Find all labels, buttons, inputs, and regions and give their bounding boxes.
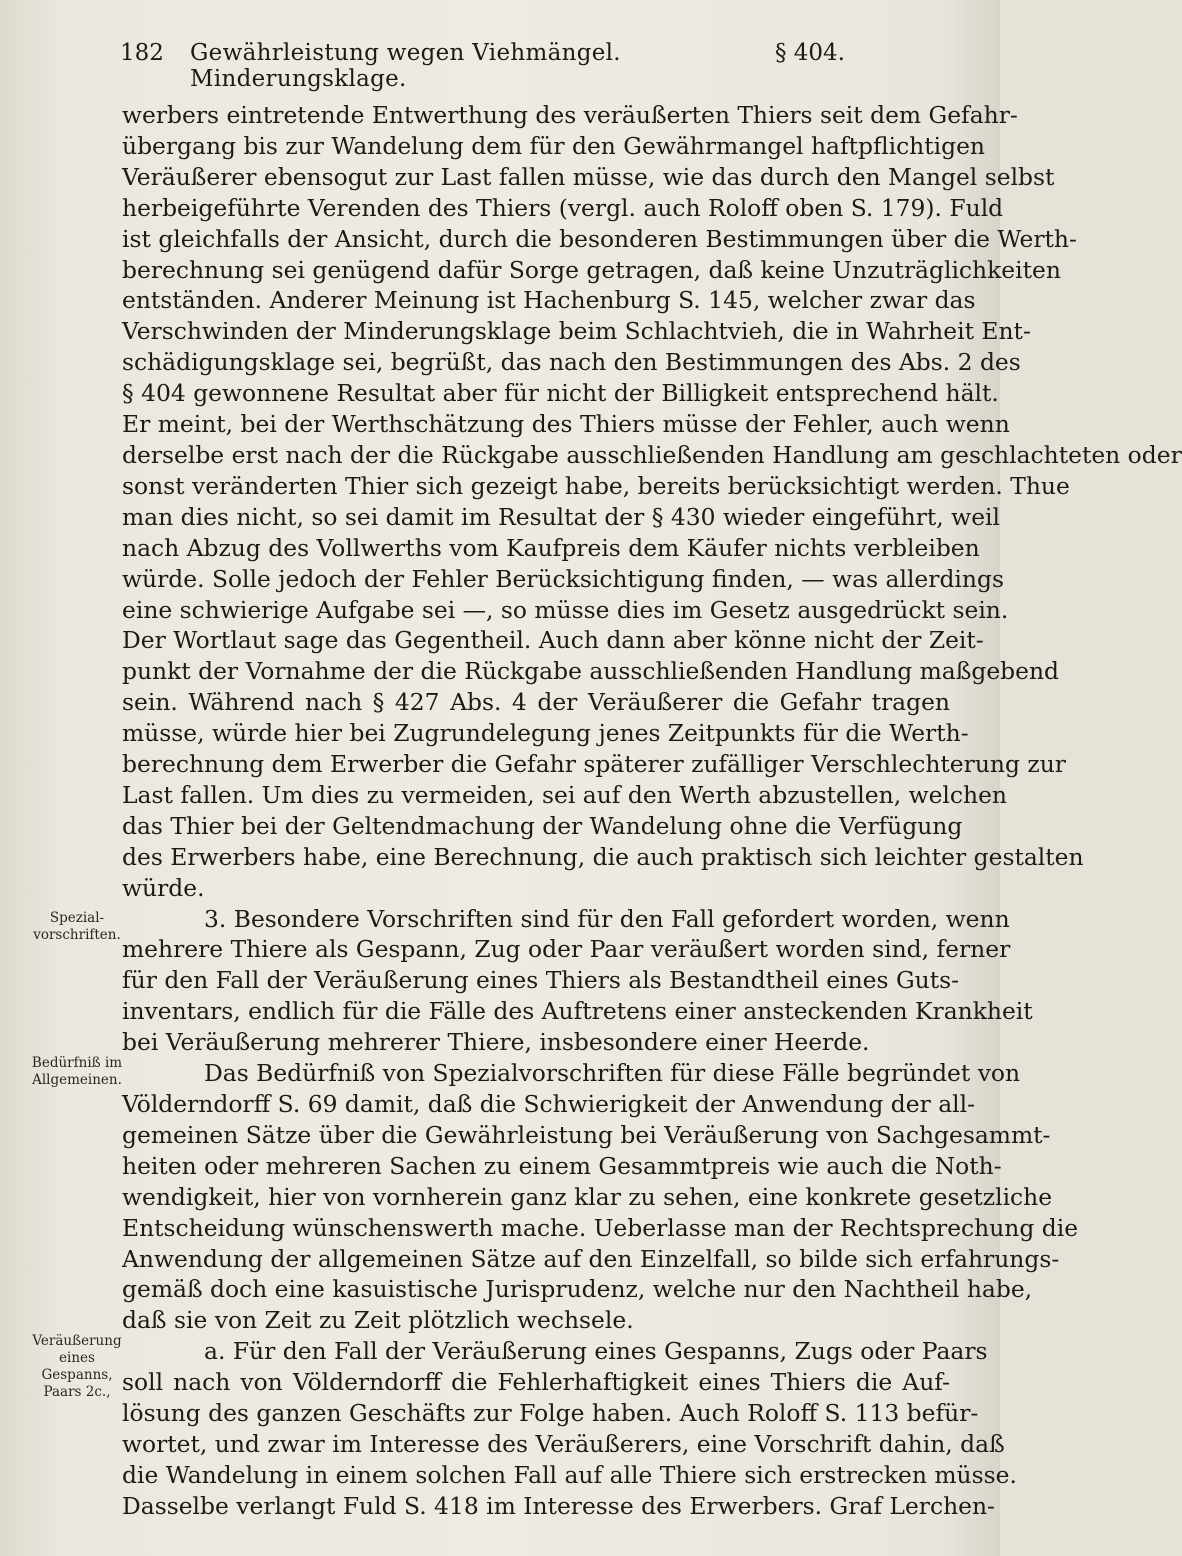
text-line: des Erwerbers habe, eine Berechnung, die auch praktisch sich leichter gestalten [122, 842, 1084, 871]
margin-note-text: Bedürfniß im Allgemeinen. [31, 1055, 123, 1088]
text-line: soll nach von Völderndorff die Fehlerhaftigkeit eines Thiers die Auf- [122, 1368, 950, 1397]
text-line: das Thier bei der Geltendmachung der Wandelung ohne die Verfügung [122, 811, 963, 840]
text-line: wendigkeit, hier von vornherein ganz klar zu sehen, eine konkrete gesetzliche [122, 1182, 1053, 1211]
body-text [122, 100, 1182, 1522]
text-line: Entscheidung wünschenswerth mache. Ueberlasse man der Rechtsprechung die [122, 1213, 1079, 1242]
text-line: inventars, endlich für die Fälle des Auftretens einer ansteckenden Krankheit [122, 997, 1033, 1026]
text-line: man dies nicht, so sei damit im Resultat der § 430 wieder eingeführt, weil [122, 502, 1001, 531]
text-line: a. Für den Fall der Veräußerung eines Gespanns, Zugs oder Paars [204, 1337, 988, 1366]
text-line: heiten oder mehreren Sachen zu einem Gesammtpreis wie auch die Noth- [122, 1151, 1002, 1180]
text-line: gemäß doch eine kasuistische Jurisprudenz, welche nur den Nachtheil habe, [122, 1275, 1033, 1304]
margin-note-text: Veräußerung eines Gespanns, Paars 2c., [32, 1333, 122, 1400]
text-line: bei Veräußerung mehrerer Thiere, insbesondere einer Heerde. [122, 1028, 870, 1057]
text-line: Der Wortlaut sage das Gegentheil. Auch dann aber könne nicht der Zeit- [122, 626, 984, 655]
section-reference: § 404. [774, 40, 845, 66]
text-line: wortet, und zwar im Interesse des Veräußerers, eine Vorschrift dahin, daß [122, 1429, 1005, 1458]
margin-note-veraeusserung [18, 1333, 136, 1401]
text-line: derselbe erst nach der die Rückgabe ausschließenden Handlung am geschlachteten oder [122, 440, 1182, 469]
text-line: schädigungsklage sei, begrüßt, das nach den Bestimmungen des Abs. 2 des [122, 348, 1021, 377]
text-line: ist gleichfalls der Ansicht, durch die besonderen Bestimmungen über die Werth- [122, 224, 1077, 253]
running-title: Gewährleistung wegen Viehmängel. Minderungsklage. [190, 40, 621, 92]
text-line: Veräußerer ebensogut zur Last fallen müsse, wie das durch den Mangel selbst [122, 162, 1055, 191]
text-line: würde. Solle jedoch der Fehler Berücksichtigung finden, — was allerdings [122, 564, 1004, 593]
text-line: Verschwinden der Minderungsklage beim Schlachtvieh, die in Wahrheit Ent- [122, 317, 1031, 346]
text-line: Er meint, bei der Werthschätzung des Thiers müsse der Fehler, auch wenn [122, 410, 1010, 439]
text-line: für den Fall der Veräußerung eines Thiers als Bestandtheil eines Guts- [122, 966, 960, 995]
text-line: herbeigeführte Verenden des Thiers (vergl. auch Roloff oben S. 179). Fuld [122, 193, 1004, 222]
text-line: sein. Während nach § 427 Abs. 4 der Veräußerer die Gefahr tragen [122, 688, 950, 717]
text-line: Dasselbe verlangt Fuld S. 418 im Interesse des Erwerbers. Graf Lerchen- [122, 1491, 995, 1520]
margin-note-beduerfniss [18, 1055, 136, 1089]
text-line: eine schwierige Aufgabe sei —, so müsse dies im Gesetz ausgedrückt sein. [122, 595, 1009, 624]
text-line: Last fallen. Um dies zu vermeiden, sei auf den Werth abzustellen, welchen [122, 780, 1007, 809]
text-line: daß sie von Zeit zu Zeit plötzlich wechsele. [122, 1306, 634, 1335]
text-line: gemeinen Sätze über die Gewährleistung bei Veräußerung von Sachgesammt- [122, 1120, 1051, 1149]
page-number: 182 [120, 40, 164, 66]
text-line: übergang bis zur Wandelung dem für den Gewährmangel haftpflichtigen [122, 131, 985, 160]
text-line: Das Bedürfniß von Spezialvorschriften für diese Fälle begründet von [204, 1059, 1021, 1088]
text-line: 3. Besondere Vorschriften sind für den Fall gefordert worden, wenn [204, 904, 1010, 933]
margin-note-spezialvorschriften [18, 910, 136, 944]
text-line: berechnung dem Erwerber die Gefahr späterer zufälliger Verschlechterung zur [122, 750, 1066, 779]
text-line: lösung des ganzen Geschäfts zur Folge haben. Auch Roloff S. 113 befür- [122, 1399, 979, 1428]
text-line: Völderndorff S. 69 damit, daß die Schwierigkeit der Anwendung der all- [122, 1090, 976, 1118]
margin-note-text: Spezial- vorschriften. [33, 910, 121, 943]
running-header [120, 40, 845, 92]
text-line: Anwendung der allgemeinen Sätze auf den Einzelfall, so bilde sich erfahrungs- [122, 1244, 1060, 1273]
text-line: sonst veränderten Thier sich gezeigt habe, bereits berücksichtigt werden. Thue [122, 471, 1070, 500]
text-line: die Wandelung in einem solchen Fall auf alle Thiere sich erstrecken müsse. [122, 1460, 1017, 1489]
text-line: nach Abzug des Vollwerths vom Kaufpreis dem Käufer nichts verbleiben [122, 533, 980, 562]
text-line: müsse, würde hier bei Zugrundelegung jenes Zeitpunkts für die Werth- [122, 719, 969, 748]
text-line: würde. [122, 873, 205, 902]
text-line: berechnung sei genügend dafür Sorge getragen, daß keine Unzuträglichkeiten [122, 255, 1061, 284]
text-line: entständen. Anderer Meinung ist Hachenburg S. 145, welcher zwar das [122, 286, 976, 315]
text-line: punkt der Vornahme der die Rückgabe ausschließenden Handlung maßgebend [122, 657, 1060, 686]
text-line: mehrere Thiere als Gespann, Zug oder Paar veräußert worden sind, ferner [122, 935, 1011, 964]
text-line: werbers eintretende Entwerthung des veräußerten Thiers seit dem Gefahr- [122, 101, 1018, 129]
text-line: § 404 gewonnene Resultat aber für nicht der Billigkeit entsprechend hält. [122, 379, 999, 408]
